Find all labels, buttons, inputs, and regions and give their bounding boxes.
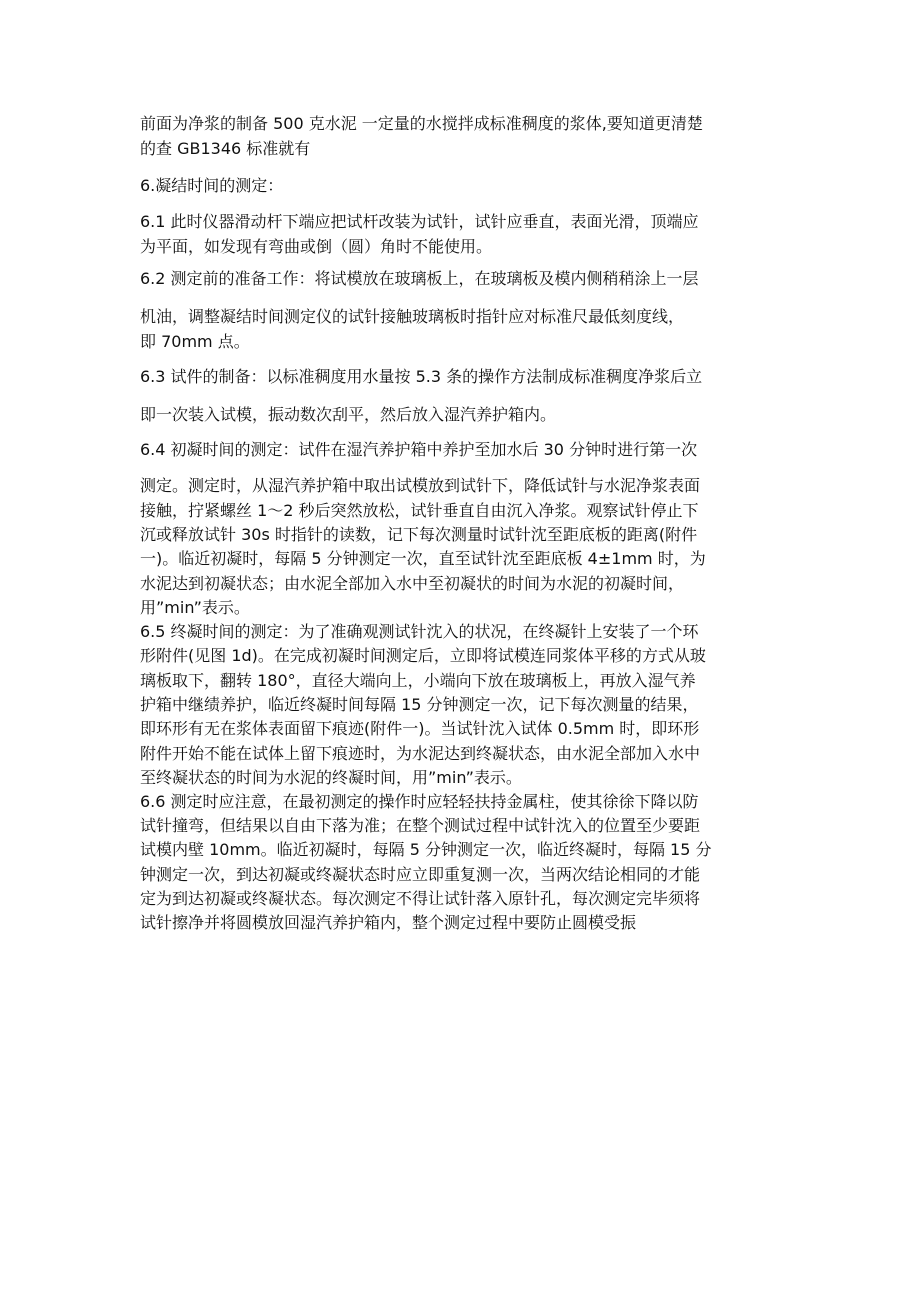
text-line: 水泥达到初凝状态；由水泥全部加入水中至初凝状的时间为水泥的初凝时间， (140, 574, 685, 593)
text-line: 钟测定一次，到达初凝或终凝状态时应立即重复测一次，当两次结论相同的才能 (140, 865, 701, 884)
text-line: 6.1 此时仪器滑动杆下端应把试杆改装为试针，试针应垂直，表面光滑，顶端应 (140, 212, 699, 231)
text-line: 6.6 测定时应注意，在最初测定的操作时应轻轻扶持金属柱，使其徐徐下降以防 (140, 792, 699, 811)
text-line: 即一次装入试模，振动数次刮平，然后放入湿汽养护箱内。 (140, 405, 557, 424)
text-line: 形附件(见图 1d)。在完成初凝时间测定后，立即将试模连同浆体平移的方式从玻 (140, 646, 706, 665)
text-line: 的查 GB1346 标准就有 (140, 139, 311, 158)
text-line: 6.5 终凝时间的测定：为了准确观测试针沈入的状况，在终凝针上安装了一个环 (140, 622, 699, 641)
text-line: 试针撞弯，但结果以自由下落为准；在整个测试过程中试针沈入的位置至少要距 (140, 816, 701, 835)
text-line: 即环形有无在浆体表面留下痕迹(附件一)。当试针沈入试体 0.5mm 时，即环形 (140, 719, 700, 738)
section-heading: 6.凝结时间的测定： (140, 176, 284, 195)
text-line: 附件开始不能在试体上留下痕迹时，为水泥达到终凝状态，由水泥全部加入水中 (140, 744, 701, 763)
text-line: 护箱中继绩养护，临近终凝时间每隔 15 分钟测定一次，记下每次测量的结果， (140, 695, 699, 714)
text-line: 试模内壁 10mm。临近初凝时，每隔 5 分钟测定一次，临近终凝时，每隔 15 分 (140, 840, 712, 859)
text-line: 至终凝状态的时间为水泥的终凝时间，用”min”表示。 (140, 768, 522, 787)
text-line: 璃板取下，翻转 180°，直径大端向上，小端向下放在玻璃板上，再放入湿气养 (140, 671, 696, 690)
text-line: 一)。临近初凝时，每隔 5 分钟测定一次，直至试针沈至距底板 4±1mm 时，为 (140, 549, 706, 568)
text-line: 沉或释放试针 30s 时指针的读数，记下每次测量时试针沈至距底板的距离(附件 (140, 525, 698, 544)
text-line: 前面为净浆的制备 500 克水泥 一定量的水搅拌成标准稠度的浆体,要知道更清楚 (140, 114, 703, 133)
text-line: 接触，拧紧螺丝 1～2 秒后突然放松，试针垂直自由沉入净浆。观察试针停止下 (140, 501, 699, 520)
text-line: 6.2 测定前的准备工作：将试模放在玻璃板上，在玻璃板及模内侧稍稍涂上一层 (140, 269, 699, 288)
text-line: 定为到达初凝或终凝状态。每次测定不得让试针落入原针孔，每次测定完毕须将 (140, 889, 701, 908)
text-line: 6.3 试件的制备：以标准稠度用水量按 5.3 条的操作方法制成标准稠度净浆后立 (140, 367, 703, 386)
text-line: 试针擦净并将圆模放回湿汽养护箱内，整个测定过程中要防止圆模受振 (140, 913, 637, 932)
text-line: 为平面，如发现有弯曲或倒（圆）角时不能使用。 (140, 237, 493, 256)
text-line: 机油，调整凝结时间测定仪的试针接触玻璃板时指针应对标准尺最低刻度线， (140, 307, 685, 326)
text-line: 6.4 初凝时间的测定：试件在湿汽养护箱中养护至加水后 30 分钟时进行第一次 (140, 440, 698, 459)
text-line: 即 70mm 点。 (140, 332, 250, 351)
text-line: 测定。测定时，从湿汽养护箱中取出试模放到试针下，降低试针与水泥净浆表面 (140, 476, 701, 495)
text-line: 用”min”表示。 (140, 598, 250, 617)
